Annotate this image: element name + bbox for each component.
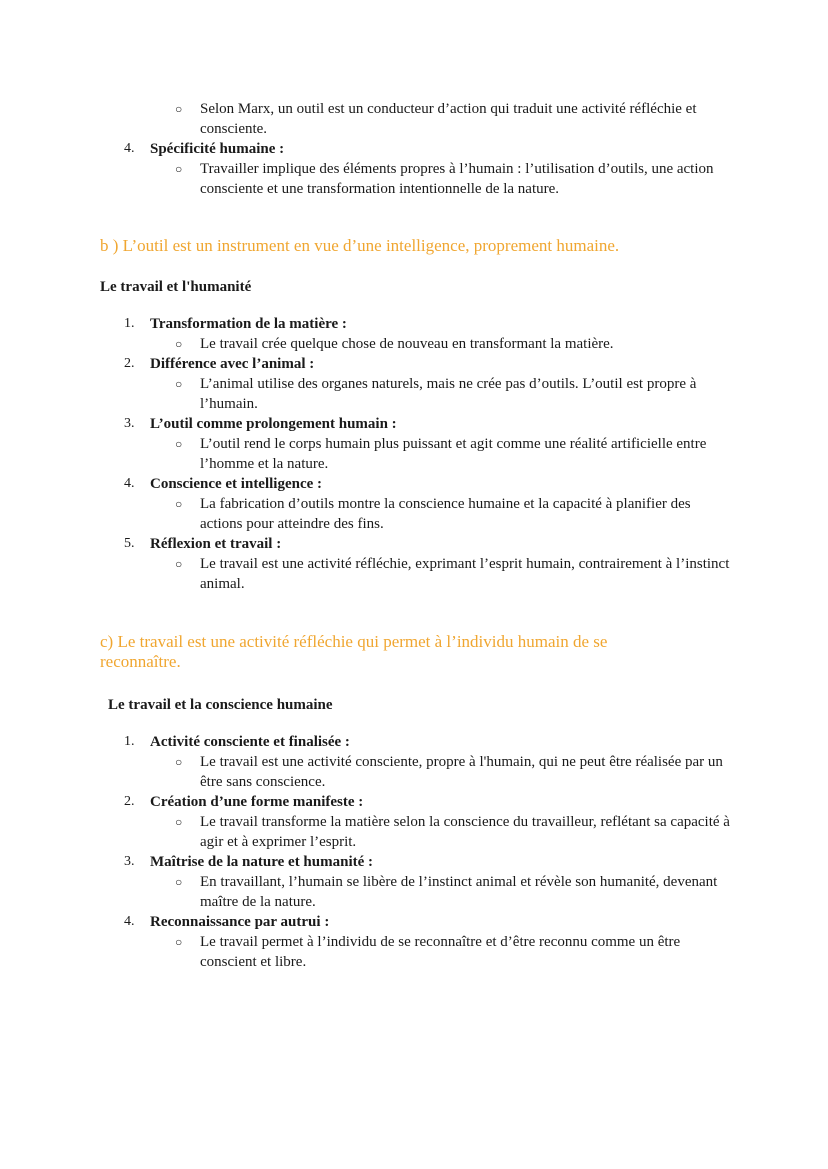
list-bullet [0, 554, 735, 594]
item-title: Transformation de la matière : [150, 316, 347, 332]
bullet-text: Travailler implique des éléments propres à l’humain : l’utilisation d’outils, une action consciente et une transformation intentionnelle de la nature. [200, 161, 714, 197]
item-title: Création d’une forme manifeste : [150, 794, 364, 810]
section-c-subheading: Le travail et la conscience humaine [108, 697, 333, 713]
item-title: Maîtrise de la nature et humanité : [150, 854, 374, 870]
item-number: 2. [124, 794, 135, 809]
circle-bullet-icon: ○ [175, 935, 183, 949]
list-item [0, 912, 828, 932]
list-bullet [0, 812, 735, 852]
list-item [0, 354, 828, 374]
item-title: Conscience et intelligence : [150, 476, 323, 492]
bullet-text: Le travail permet à l’individu de se reconnaître et d’être reconnu comme un être conscient et libre. [200, 934, 681, 970]
item-number: 4. [124, 476, 135, 491]
section-b-subheading: Le travail et l'humanité [100, 279, 252, 295]
bullet-text: Le travail est une activité consciente, propre à l'humain, qui ne peut être réalisée par un être sans conscience. [200, 754, 723, 790]
list-item [0, 852, 828, 872]
circle-bullet-icon: ○ [175, 437, 183, 451]
item-title: Activité consciente et finalisée : [150, 734, 350, 750]
item-number: 4. [124, 914, 135, 929]
section-a-tail [0, 99, 828, 199]
bullet-text: Selon Marx, un outil est un conducteur d’action qui traduit une activité réfléchie et consciente. [200, 101, 697, 137]
list-bullet [0, 374, 735, 414]
bullet-text: Le travail transforme la matière selon la conscience du travailleur, reflétant sa capacité à agir et à exprimer l’esprit. [200, 814, 730, 850]
list-item [0, 474, 828, 494]
bullet-text: Le travail est une activité réfléchie, exprimant l’esprit humain, contrairement à l’instinct animal. [200, 556, 730, 592]
bullet-text: Le travail crée quelque chose de nouveau en transformant la matière. [200, 336, 614, 352]
item-number: 4. [124, 141, 135, 156]
bullet-text: En travaillant, l’humain se libère de l’instinct animal et révèle son humanité, devenant maître de la nature. [200, 874, 718, 910]
section-c-heading: c) Le travail est une activité réfléchie qui permet à l’individu humain de se reconnaître. [100, 632, 608, 671]
item-title: Spécificité humaine : [150, 141, 285, 157]
list-item [0, 314, 828, 334]
item-number: 3. [124, 854, 135, 869]
section-c-list [0, 732, 828, 972]
list-bullet [0, 872, 735, 912]
circle-bullet-icon: ○ [175, 497, 183, 511]
bullet-text: La fabrication d’outils montre la conscience humaine et la capacité à planifier des actions pour atteindre des fins. [200, 496, 691, 532]
item-number: 2. [124, 356, 135, 371]
list-item [0, 534, 828, 554]
circle-bullet-icon: ○ [175, 337, 183, 351]
circle-bullet-icon: ○ [175, 875, 183, 889]
circle-bullet-icon: ○ [175, 755, 183, 769]
list-bullet [0, 99, 735, 139]
circle-bullet-icon: ○ [175, 557, 183, 571]
list-item [0, 414, 828, 434]
item-number: 3. [124, 416, 135, 431]
list-bullet [0, 159, 735, 199]
item-title: Réflexion et travail : [150, 536, 282, 552]
circle-bullet-icon: ○ [175, 102, 183, 116]
section-b-list [0, 314, 828, 594]
item-title: Différence avec l’animal : [150, 356, 315, 372]
item-number: 1. [124, 734, 135, 749]
list-item [0, 732, 828, 752]
list-bullet [0, 334, 735, 354]
circle-bullet-icon: ○ [175, 377, 183, 391]
list-bullet [0, 752, 735, 792]
list-item [0, 792, 828, 812]
item-number: 1. [124, 316, 135, 331]
list-item [0, 139, 828, 159]
item-number: 5. [124, 536, 135, 551]
bullet-text: L’animal utilise des organes naturels, mais ne crée pas d’outils. L’outil est propre à l’humain. [200, 376, 697, 412]
list-bullet [0, 494, 735, 534]
list-bullet [0, 434, 735, 474]
item-title: Reconnaissance par autrui : [150, 914, 330, 930]
circle-bullet-icon: ○ [175, 815, 183, 829]
section-b-heading: b ) L’outil est un instrument en vue d’une intelligence, proprement humaine. [100, 236, 620, 255]
circle-bullet-icon: ○ [175, 162, 183, 176]
list-bullet [0, 932, 735, 972]
bullet-text: L’outil rend le corps humain plus puissant et agit comme une réalité artificielle entre l’homme et la nature. [200, 436, 707, 472]
item-title: L’outil comme prolongement humain : [150, 416, 397, 432]
